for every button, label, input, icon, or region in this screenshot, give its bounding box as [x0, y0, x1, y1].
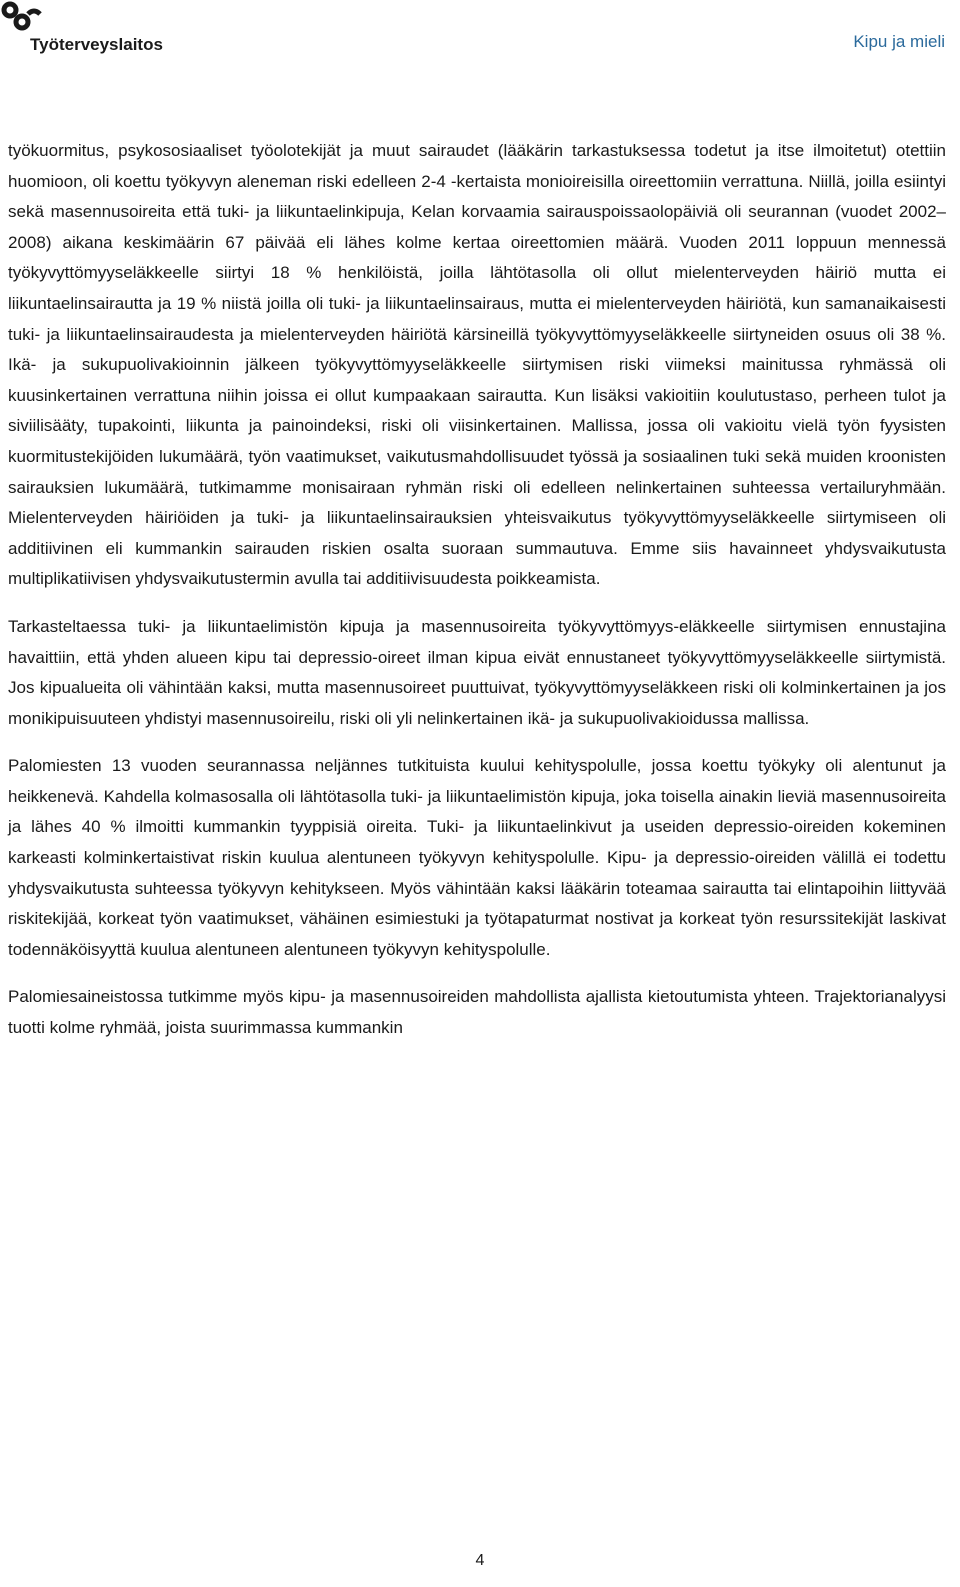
- paragraph-2: Tarkasteltaessa tuki- ja liikuntaelimistön kipuja ja masennusoireita työkyvyttömyys-eläkkeelle siirtymisen ennustajina havaittiin, että yhden alueen kipu tai depressio-oireet ilman kipua eivät ennustaneet työkyvyttömyyseläkkeelle siirtymistä. Jos kipualueita oli vähintään kaksi, mutta masennusoireet puuttuivat, työkyvyttömyyseläkkeen riski oli kolminkertainen ja jos monikipuisuuteen yhdistyi masennusoireilu, riski oli yli nelinkertainen ikä- ja sukupuolivakioidussa mallissa.: [8, 616, 946, 728]
- paragraph-4: Palomiesaineistossa tutkimme myös kipu- ja masennusoireiden mahdollista ajallista kietoutumista yhteen. Trajektorianalyysi tuotti kolme ryhmää, joista suurimmassa kummankin: [8, 987, 946, 1038]
- paragraph-3: Palomiesten 13 vuoden seurannassa neljännes tutkituista kuului kehityspolulle, jossa koettu työkyky oli alentunut ja heikkenevä. Kahdella kolmasosalla oli lähtötasolla tuki- ja liikuntaelimistön kipuja, joka toisella ainakin lieviä masennusoireita ja lähes 40 % ilmoitti kummankin tyyppisiä oireita. Tuki- ja liikuntaelinkivut ja useiden depressio-oireiden kokeminen karkeasti kolminkertaistivat riskin kuulua alentuneen työkyvyn kehityspolulle. Kipu- ja depressio-oireiden välillä ei todettu yhdysvaikutusta suhteessa työkyvyn kehitykseen. Myös vähintään kaksi lääkärin toteamaa sairautta tai elintapoihin liittyvää riskitekijää, korkeat työn vaatimukset, vähäinen esimiestuki ja työtapaturmat nostivat ja korkeat työn resurssitekijät laskivat todennäköisyyttä kuulua alentuneen alentuneen työkyvyn kehityspolulle.: [8, 756, 946, 959]
- page-header: [0, 0, 960, 70]
- logo-icon: [0, 0, 170, 62]
- article-body: [8, 136, 946, 1061]
- page-number: 4: [475, 1552, 485, 1569]
- logo-wordmark: Työterveyslaitos: [30, 35, 163, 54]
- paragraph-1: työkuormitus, psykososiaaliset työolotekijät ja muut sairaudet (lääkärin tarkastuksessa todetut ja itse ilmoitetut) otettiin huomioon, oli koettu työkyvyn aleneman riski edelleen 2-4 -kertaista monioireisilla oireettomiin verrattuna. Niillä, joilla esiintyi sekä masennusoireita että tuki- ja liikuntaelinkipuja, Kelan korvaamia sairauspoissaolopäiviä oli seurannan (vuodet 2002–2008) aikana keskimäärin 67 päivää eli lähes kolme kertaa oireettomien määrä. Vuoden 2011 loppuun mennessä työkyvyttömyyseläkkeelle siirtyi 18 % henkilöistä, joilla lähtötasolla oli ollut mielenterveyden häiriö mutta ei liikuntaelinsairautta ja 19 % niistä joilla oli tuki- ja liikuntaelinsairaus, mutta ei mielenterveyden häiriötä, kun samanaikaisesti tuki- ja liikuntaelinsairaudesta ja mielenterveyden häiriötä kärsineillä työkyvyttömyyseläkkeelle siirtyneiden osuus oli 38 %. Ikä- ja sukupuolivakioinnin jälkeen työkyvyttömyyseläkkeelle siirtymisen riski viimeksi mainitussa ryhmässä oli kuusinkertainen verrattuna niihin joissa ei ollut kumpaakaan sairautta. Kun lisäksi vakioitiin koulutustaso, perheen tulot ja siviilisääty, tupakointi, liikunta ja painoindeksi, riski oli viisinkertainen. Mallissa, jossa oli vakioitu vielä työn fyysisten kuormitustekijöiden lukumäärä, työn vaatimukset, vaikutusmahdollisuudet työssä ja sosiaalinen tuki sekä muiden kroonisten sairauksien lukumäärä, tutkimamme monisairaan ryhmän riski oli edelleen nelinkertainen suhteessa vertailuryhmään. Mielenterveyden häiriöiden ja tuki- ja liikuntaelinsairauksien yhteisvaikutus työkyvyttömyyseläkkeelle siirtymiseen oli additiivinen eli kummankin sairauden riskien osalta suoraan summautuva. Emme siis havainneet yhdysvaikutusta multiplikatiivisen yhdysvaikutustermin avulla tai additiivisuudesta poikkeamista.: [8, 141, 946, 589]
- tyoterveyslaitos-logo: [0, 0, 170, 62]
- section-title: Kipu ja mieli: [853, 32, 945, 51]
